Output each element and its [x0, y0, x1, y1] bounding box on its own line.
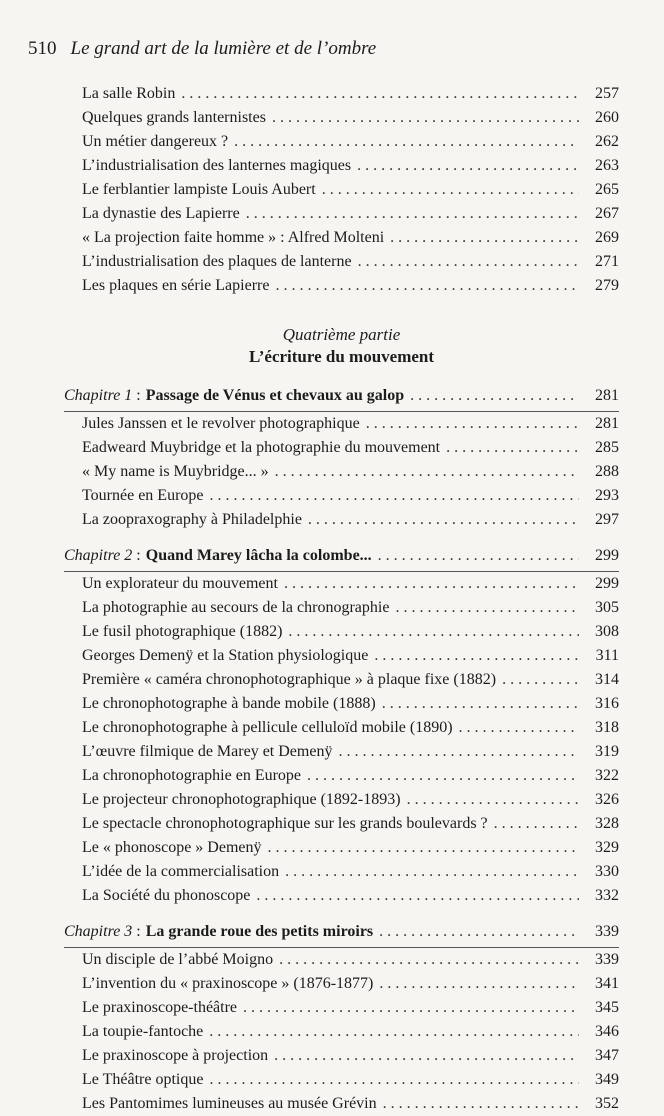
entry-title: L’œuvre filmique de Marey et Demenÿ: [82, 743, 333, 760]
dot-leader: [274, 1044, 579, 1068]
chapter-heading: [64, 384, 619, 408]
entry-page: 297: [595, 511, 619, 528]
entry-title: Le fusil photographique (1882): [82, 623, 283, 640]
entry-title: Les Pantomimes lumineuses au musée Grévin: [82, 1095, 377, 1112]
toc-entry: [64, 274, 619, 298]
dot-leader: [459, 716, 579, 740]
dot-leader: [284, 572, 579, 596]
entry-page: 265: [595, 181, 619, 198]
chapter-heading: [64, 544, 619, 568]
toc-entry: [64, 692, 619, 716]
entry-title: Première « caméra chronophotographique » à plaque fixe (1882): [82, 671, 497, 688]
entry-title: Eadweard Muybridge et la photographie du mouvement: [82, 439, 441, 456]
entry-title: L’industrialisation des lanternes magiques: [82, 157, 352, 174]
entry-title: L’invention du « praxinoscope » (1876-1877): [82, 975, 374, 992]
chapter-title: La grande roue des petits miroirs: [145, 923, 374, 940]
entry-page: 305: [595, 599, 619, 616]
toc-entry: [64, 644, 619, 668]
entry-page: 326: [595, 791, 619, 808]
chapter-2: [64, 544, 619, 908]
entry-page: 328: [595, 815, 619, 832]
running-title: Le grand art de la lumière et de l’ombre: [70, 38, 377, 59]
toc-entry: [64, 1068, 619, 1092]
toc-entry: [64, 436, 619, 460]
dot-leader: [275, 460, 579, 484]
entry-title: Jules Janssen et le revolver photographique: [82, 415, 360, 432]
dot-leader: [308, 508, 579, 532]
toc-entry: [64, 572, 619, 596]
entry-page: 281: [595, 415, 619, 432]
entry-page: 262: [595, 133, 619, 150]
entry-page: 271: [595, 253, 619, 270]
entry-page: 329: [595, 839, 619, 856]
entry-page: 285: [595, 439, 619, 456]
toc-entry: [64, 106, 619, 130]
chapter-1: [64, 384, 619, 532]
dot-leader: [209, 1068, 579, 1092]
toc-entry: [64, 412, 619, 436]
entry-title: Le ferblantier lampiste Louis Aubert: [82, 181, 316, 198]
dot-leader: [382, 692, 579, 716]
entry-title: La zoopraxography à Philadelphie: [82, 511, 302, 528]
dot-leader: [279, 948, 579, 972]
entry-page: 349: [595, 1071, 619, 1088]
toc-entry: [64, 1092, 619, 1116]
toc-entry: [64, 154, 619, 178]
entry-page: 332: [595, 887, 619, 904]
entry-title: Les plaques en série Lapierre: [82, 277, 270, 294]
entry-title: Le chronophotographe à bande mobile (1888): [82, 695, 376, 712]
running-head: [28, 38, 376, 60]
toc-entry: [64, 1020, 619, 1044]
entry-page: 352: [595, 1095, 619, 1112]
entry-title: Tournée en Europe: [82, 487, 204, 504]
entry-title: Le chronophotographe à pellicule celluloïd mobile (1890): [82, 719, 453, 736]
entry-page: 330: [595, 863, 619, 880]
toc-entry: [64, 130, 619, 154]
top-entries: [64, 82, 619, 298]
part-title: L’écriture du mouvement: [248, 347, 435, 366]
dot-leader: [390, 226, 579, 250]
entry-page: 318: [595, 719, 619, 736]
dot-leader: [410, 384, 579, 408]
entry-page: 339: [595, 951, 619, 968]
chapter-heading: [64, 920, 619, 944]
entry-title: La photographie au secours de la chronographie: [82, 599, 390, 616]
toc-entry: [64, 596, 619, 620]
entry-title: La chronophotographie en Europe: [82, 767, 302, 784]
toc-entry: [64, 202, 619, 226]
entry-title: Un disciple de l’abbé Moigno: [82, 951, 274, 968]
toc-entry: [64, 812, 619, 836]
toc-entry: [64, 178, 619, 202]
part-label: Quatrième partie: [282, 325, 401, 344]
entry-title: Le praxinoscope-théâtre: [82, 999, 238, 1016]
toc-entry: [64, 836, 619, 860]
dot-leader: [407, 788, 579, 812]
page-number: 510: [28, 38, 57, 59]
toc-entry: [64, 226, 619, 250]
entry-page: 319: [595, 743, 619, 760]
entry-page: 345: [595, 999, 619, 1016]
dot-leader: [494, 812, 579, 836]
entry-page: 314: [595, 671, 619, 688]
entry-page: 267: [595, 205, 619, 222]
dot-leader: [502, 668, 579, 692]
dot-leader: [379, 920, 579, 944]
toc-entry: [64, 788, 619, 812]
dot-leader: [374, 644, 579, 668]
toc-entry: [64, 484, 619, 508]
dot-leader: [358, 250, 579, 274]
chapter-label: Chapitre 1: [64, 387, 133, 404]
entry-title: « My name is Muybridge... »: [82, 463, 269, 480]
entry-title: L’idée de la commercialisation: [82, 863, 280, 880]
entry-title: Quelques grands lanternistes: [82, 109, 266, 126]
dot-leader: [181, 82, 579, 106]
entry-title: Le Théâtre optique: [82, 1071, 204, 1088]
toc-entry: [64, 668, 619, 692]
dot-leader: [446, 436, 579, 460]
entry-page: 293: [595, 487, 619, 504]
toc-entry: [64, 620, 619, 644]
entry-title: L’industrialisation des plaques de lanterne: [82, 253, 352, 270]
toc-entry: [64, 884, 619, 908]
dot-leader: [366, 412, 579, 436]
chapter-separator: :: [136, 387, 141, 404]
dot-leader: [307, 764, 579, 788]
entry-page: 257: [595, 85, 619, 102]
entry-title: Le « phonoscope » Demenÿ: [82, 839, 262, 856]
dot-leader: [268, 836, 579, 860]
entry-title: La salle Robin: [82, 85, 176, 102]
toc-entry: [64, 972, 619, 996]
chapter-title: Passage de Vénus et chevaux au galop: [145, 387, 405, 404]
entry-page: 288: [595, 463, 619, 480]
entry-page: 311: [595, 647, 619, 664]
entry-title: Le projecteur chronophotographique (1892-1893): [82, 791, 401, 808]
entry-page: 263: [595, 157, 619, 174]
chapter-title: Quand Marey lâcha la colombe...: [145, 547, 372, 564]
entry-title: Un explorateur du mouvement: [82, 575, 278, 592]
dot-leader: [209, 1020, 579, 1044]
dot-leader: [338, 740, 579, 764]
dot-leader: [379, 972, 579, 996]
dot-leader: [272, 106, 579, 130]
entry-title: La toupie-fantoche: [82, 1023, 204, 1040]
entry-page: 308: [595, 623, 619, 640]
toc-entry: [64, 250, 619, 274]
chapter-separator: :: [136, 923, 141, 940]
entry-page: 260: [595, 109, 619, 126]
table-of-contents: [64, 82, 619, 1116]
entry-title: La Société du phonoscope: [82, 887, 251, 904]
entry-page: 346: [595, 1023, 619, 1040]
chapter-3: [64, 920, 619, 1116]
chapter-page: 299: [595, 547, 619, 564]
chapter-page: 339: [595, 923, 619, 940]
entry-title: Un métier dangereux ?: [82, 133, 229, 150]
dot-leader: [357, 154, 579, 178]
toc-entry: [64, 740, 619, 764]
toc-entry: [64, 860, 619, 884]
chapter-separator: :: [136, 547, 141, 564]
chapter-label: Chapitre 3: [64, 923, 133, 940]
toc-entry: [64, 1044, 619, 1068]
entry-page: 279: [595, 277, 619, 294]
dot-leader: [322, 178, 579, 202]
dot-leader: [246, 202, 579, 226]
entry-title: Le spectacle chronophotographique sur les grands boulevards ?: [82, 815, 488, 832]
toc-entry: [64, 764, 619, 788]
dot-leader: [256, 884, 579, 908]
entry-page: 316: [595, 695, 619, 712]
dot-leader: [210, 484, 580, 508]
toc-entry: [64, 460, 619, 484]
entry-title: La dynastie des Lapierre: [82, 205, 240, 222]
entry-page: 299: [595, 575, 619, 592]
chapter-label: Chapitre 2: [64, 547, 133, 564]
entry-page: 341: [595, 975, 619, 992]
entry-page: 322: [595, 767, 619, 784]
entry-title: Georges Demenÿ et la Station physiologique: [82, 647, 369, 664]
toc-entry: [64, 716, 619, 740]
dot-leader: [378, 544, 579, 568]
dot-leader: [288, 620, 579, 644]
entry-title: Le praxinoscope à projection: [82, 1047, 269, 1064]
entry-page: 269: [595, 229, 619, 246]
dot-leader: [275, 274, 579, 298]
chapter-page: 281: [595, 387, 619, 404]
dot-leader: [234, 130, 579, 154]
dot-leader: [383, 1092, 579, 1116]
entry-title: « La projection faite homme » : Alfred Molteni: [82, 229, 385, 246]
dot-leader: [285, 860, 579, 884]
entry-page: 347: [595, 1047, 619, 1064]
toc-entry: [64, 948, 619, 972]
dot-leader: [395, 596, 579, 620]
toc-entry: [64, 82, 619, 106]
toc-entry: [64, 508, 619, 532]
part-heading: [64, 324, 619, 368]
